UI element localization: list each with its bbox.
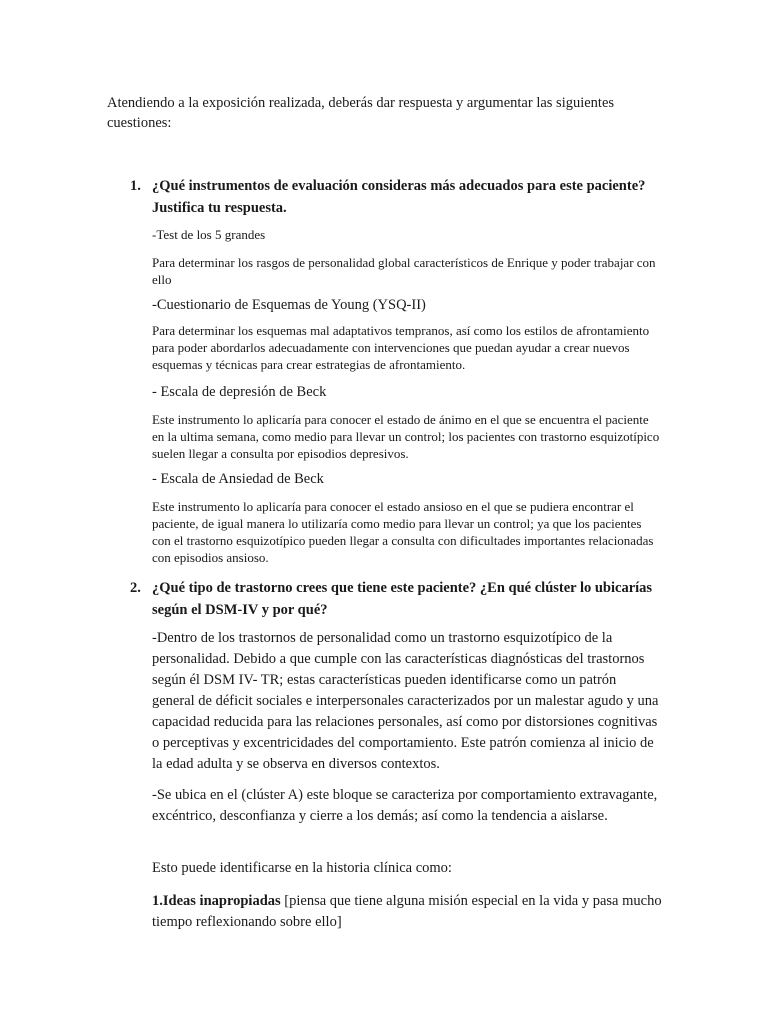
cluster-paragraph: -Se ubica en el (clúster A) este bloque se caracteriza por comportamiento extravagante, excéntrico, desconfianza y cierre a los demás; así como la tendencia a aislarse. bbox=[152, 787, 658, 824]
instrument-heading-4: - Escala de Ansiedad de Beck bbox=[152, 471, 324, 487]
instrument-heading-2: -Cuestionario de Esquemas de Young (YSQ-II) bbox=[152, 297, 426, 313]
intro-paragraph: Atendiendo a la exposición realizada, deberás dar respuesta y argumentar las siguientes cuestiones: bbox=[107, 95, 615, 131]
history-point-1-text: [piensa que tiene alguna misión especial en la vida y pasa mucho tiempo reflexionando sobre ello] bbox=[152, 893, 662, 930]
history-intro-paragraph: Esto puede identificarse en la historia clínica como: bbox=[152, 860, 452, 876]
question-2-text: ¿Qué tipo de trastorno crees que tiene este paciente? ¿En qué clúster lo ubicarías según el DSM-IV y por qué? bbox=[152, 580, 653, 618]
history-point-1-label: 1.Ideas inapropiadas bbox=[152, 893, 281, 909]
instrument-body-1: Para determinar los rasgos de personalidad global característicos de Enrique y poder trabajar con ello bbox=[152, 255, 656, 287]
history-point-1 bbox=[152, 891, 662, 933]
diagnosis-paragraph: -Dentro de los trastornos de personalidad como un trastorno esquizotípico de la personalidad. Debido a que cumple con las características diagnósticas del trastornos según él DSM IV- TR; estas características pueden identificarse como un patrón general de déficit sociales e interpersonales caracterizados por un malestar agudo y una capacidad reducida para las relaciones personales, así como por distorsiones cognitivas o perceptivas y excentricidades del comportamiento. Este patrón comienza al inicio de la edad adulta y se observa en diversos contextos. bbox=[152, 630, 659, 772]
instrument-body-3: Este instrumento lo aplicaría para conocer el estado de ánimo en el que se encuentra el paciente en la ultima semana, como medio para llevar un control; los pacientes con trastorno esquizotípico suelen llegar a consulta por episodios depresivos. bbox=[152, 412, 660, 461]
question-1-number: 1. bbox=[130, 178, 141, 194]
instrument-heading-3: - Escala de depresión de Beck bbox=[152, 384, 327, 400]
question-2-number: 2. bbox=[130, 580, 141, 596]
question-1-text: ¿Qué instrumentos de evaluación consideras más adecuados para este paciente? Justifica tu respuesta. bbox=[152, 178, 646, 216]
instrument-body-4: Este instrumento lo aplicaría para conocer el estado ansioso en el que se pudiera encontrar el paciente, de igual manera lo utilizaría como medio para llevar un control; ya que los pacientes con el trastorno esquizotípico pueden llegar a consulta con dificultades importantes relacionadas con episodios ansioso. bbox=[152, 499, 654, 565]
instrument-body-2: Para determinar los esquemas mal adaptativos tempranos, así como los estilos de afrontamiento para poder abordarlos adecuadamente con intervenciones que puedan ayudar a crear nuevos esquemas y técnicas para crear estrategias de afrontamiento. bbox=[152, 323, 650, 372]
instrument-heading-1: -Test de los 5 grandes bbox=[152, 227, 266, 242]
